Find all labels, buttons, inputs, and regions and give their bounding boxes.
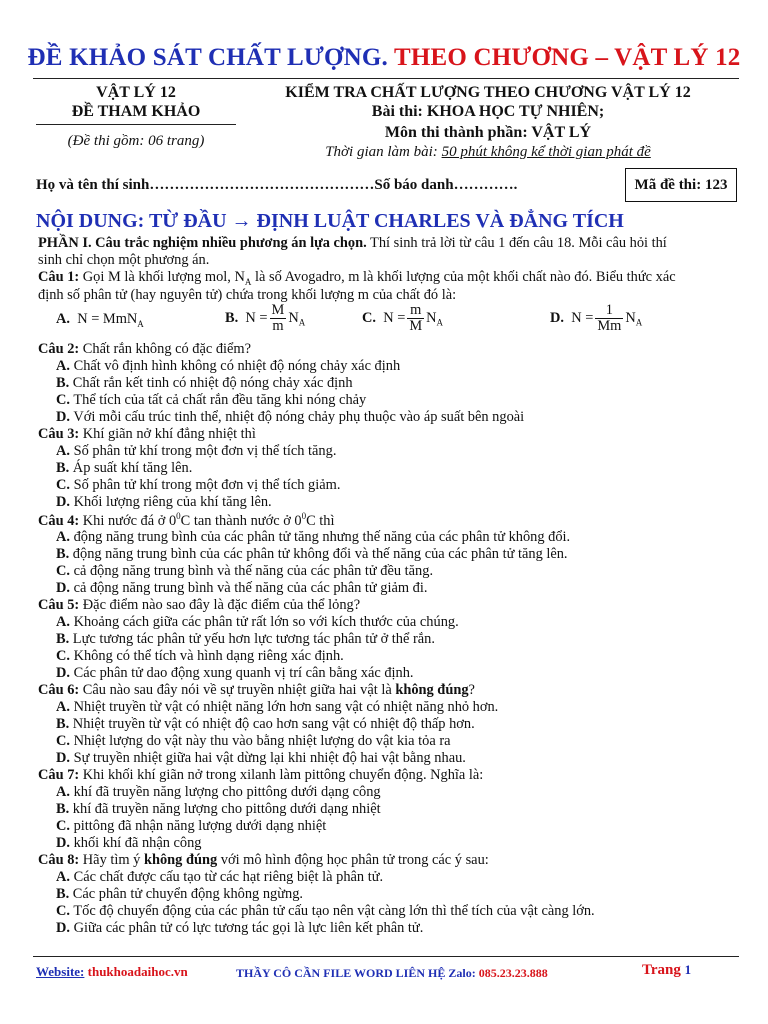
q1-c-fraction: [407, 303, 424, 334]
q7-stem: [38, 767, 483, 784]
q1-d-label: D.: [550, 309, 564, 326]
q8-stem: [38, 852, 489, 869]
q5-a-text: Khoảng cách giữa các phân tử rất lớn so với kích thước của chúng.: [70, 614, 459, 630]
footer-page-num: 1: [684, 962, 692, 977]
q1-label: Câu 1:: [38, 269, 80, 285]
q6-option-a: [56, 699, 498, 716]
q1-b-label: B.: [225, 309, 239, 326]
q7-option-c: [56, 818, 326, 835]
q4-sup2: 0: [301, 511, 307, 521]
q8-a-text: Các chất được cấu tạo từ các hạt riêng biệt là phân tử.: [70, 869, 384, 885]
banner-rule: [33, 78, 739, 79]
q1-a-label: A.: [56, 311, 70, 327]
q5-d-text: Các phân tử dao động xung quanh vị trí cân bằng xác định.: [70, 665, 414, 681]
q8-option-a: [56, 869, 383, 886]
q1-c-lhs: N =: [383, 309, 406, 326]
q1-a-sub: A: [137, 318, 144, 329]
time-prefix: Thời gian làm bài:: [325, 144, 442, 160]
q1-c-sub: A: [436, 317, 444, 328]
q4-stem-b: C tan thành nước ở 0: [180, 512, 302, 529]
q3-option-c: [56, 477, 340, 494]
q5-b-label: B.: [56, 631, 70, 647]
q2-stem-text: Chất rắn không có đặc điểm?: [79, 341, 252, 357]
q2-a-label: A.: [56, 358, 70, 374]
q8-c-label: C.: [56, 903, 70, 919]
q2-label: Câu 2:: [38, 341, 80, 357]
q3-d-label: D.: [56, 494, 70, 510]
q2-stem: [38, 341, 251, 358]
q3-a-text: Số phân tử khí trong một đơn vị thể tích tăng.: [70, 443, 337, 459]
q1-d-lhs: N =: [571, 309, 594, 326]
q1-option-a: [56, 311, 144, 329]
q5-c-text: Không có thể tích và hình dạng riêng xác định.: [70, 648, 344, 664]
q3-b-label: B.: [56, 460, 70, 476]
q7-c-text: pittông đã nhận năng lượng dưới dạng nhiệt: [70, 818, 327, 834]
section-title: NỘI DUNG: TỪ ĐẦU → ĐỊNH LUẬT CHARLES VÀ ĐẲNG TÍCH: [36, 210, 624, 232]
q7-c-label: C.: [56, 818, 70, 834]
q4-stem-c: C thì: [306, 512, 335, 529]
part1-label: PHẦN I. Câu trắc nghiệm nhiều phương án lựa chọn.: [38, 235, 367, 251]
q3-option-d: [56, 494, 272, 511]
q5-option-d: [56, 665, 414, 682]
q6-option-b: [56, 716, 475, 733]
q1-option-d: [550, 303, 642, 334]
right-header-line3: Môn thi thành phần: VẬT LÝ: [384, 124, 592, 141]
footer-website-label: Website:: [36, 964, 85, 979]
q6-stem-bold: không đúng: [395, 682, 469, 698]
q6-stem: [38, 682, 475, 699]
q7-b-label: B.: [56, 801, 70, 817]
q4-a-text: động năng trung bình của các phân tử tăng nhưng thế năng của các phân tử không đổi.: [70, 529, 571, 545]
q2-option-c: [56, 392, 366, 409]
right-header-line2: Bài thi: KHOA HỌC TỰ NHIÊN;: [371, 103, 605, 120]
q1-d-num: 1: [595, 303, 623, 319]
part1-text1: Thí sinh trả lời từ câu 1 đến câu 18. Mỗi câu hỏi thí: [366, 235, 667, 251]
q6-b-label: B.: [56, 716, 70, 732]
q8-option-d: [56, 920, 423, 937]
q7-option-a: [56, 784, 381, 801]
q2-b-label: B.: [56, 375, 70, 391]
q5-option-a: [56, 614, 459, 631]
footer-zalo: 085.23.23.888: [478, 966, 548, 980]
q6-stem-text: Câu nào sau đây nói về sự truyền nhiệt giữa hai vật là: [79, 682, 396, 698]
q1-b-den: m: [272, 318, 284, 334]
q2-b-text: Chất rắn kết tinh có nhiệt độ nóng chảy xác định: [69, 375, 353, 391]
footer-page-label: Trang: [642, 962, 681, 978]
q3-stem-text: Khí giãn nở khí đẳng nhiệt thì: [79, 426, 256, 442]
q1-option-b: [225, 303, 305, 334]
q3-b-text: Áp suất khí tăng lên.: [69, 460, 193, 476]
q2-c-label: C.: [56, 392, 70, 408]
part1-line2: sinh chỉ chọn một phương án.: [38, 252, 210, 268]
q4-b-label: B.: [56, 546, 70, 562]
q7-d-label: D.: [56, 835, 70, 851]
q8-c-text: Tốc độ chuyển động của các phân tử cấu tạo nên vật càng lớn thì thể tích của vật càng lớn.: [70, 903, 595, 919]
q8-a-label: A.: [56, 869, 70, 885]
right-header-time: [258, 144, 718, 161]
q1-b-fraction: [270, 303, 287, 334]
q4-c-label: C.: [56, 563, 70, 579]
footer-website-link[interactable]: thukhoadaihoc.vn: [87, 964, 188, 979]
q1-sub-a: A: [244, 276, 252, 287]
q6-option-d: [56, 750, 466, 767]
q4-option-b: [56, 546, 568, 563]
q1-line1: [38, 269, 676, 287]
q2-c-text: Thể tích của tất cả chất rắn đều tăng khi nóng chảy: [70, 392, 367, 408]
q4-option-c: [56, 563, 433, 580]
q2-a-text: Chất vô định hình không có nhiệt độ nóng chảy xác định: [70, 358, 401, 374]
q6-d-text: Sự truyền nhiệt giữa hai vật dừng lại khi nhiệt độ hai vật bằng nhau.: [70, 750, 466, 766]
q4-stem: [38, 511, 334, 530]
left-header-line2: ĐỀ THAM KHẢO: [71, 103, 201, 120]
q1-text1b: là số Avogadro, m là khối lượng của một khối chất nào đó. Biểu thức xác: [251, 269, 676, 285]
q7-option-d: [56, 835, 202, 852]
footer-rule: [33, 956, 739, 957]
q1-d-rhs: N: [625, 309, 636, 326]
q3-option-a: [56, 443, 336, 460]
q5-c-label: C.: [56, 648, 70, 664]
q4-label: Câu 4:: [38, 512, 80, 529]
q4-option-a: [56, 529, 570, 546]
q4-option-d: [56, 580, 427, 597]
q1-d-sub: A: [635, 317, 643, 328]
q4-b-text: động năng trung bình của các phân tử không đổi và thế năng của các phân tử tăng lên.: [69, 546, 568, 562]
q4-a-label: A.: [56, 529, 70, 545]
q8-d-label: D.: [56, 920, 70, 936]
q1-a-expr: N = MmN: [77, 311, 138, 327]
q8-stem-bold: không đúng: [143, 852, 218, 868]
q4-stem-a: Khi nước đá ở 0: [79, 512, 177, 529]
q1-text1: Gọi M là khối lượng mol, N: [79, 269, 245, 285]
q7-a-text: khí đã truyền năng lượng cho pittông dưới dạng công: [70, 784, 381, 800]
q5-b-text: Lực tương tác phân tử yếu hơn lực tương tác phân tử ở thể rắn.: [69, 631, 435, 647]
q5-option-b: [56, 631, 435, 648]
q1-line2: định số phân tử (hay nguyên tử) chứa trong khối lượng m của chất đó là:: [38, 287, 457, 303]
q6-c-text: Nhiệt lượng do vật này thu vào bằng nhiệt lượng do vật kia tỏa ra: [70, 733, 451, 749]
q5-stem-text: Đặc điểm nào sao đây là đặc điểm của thể lỏng?: [79, 597, 361, 613]
footer-page: [642, 962, 691, 979]
q1-b-rhs: N: [288, 309, 299, 326]
q1-d-den: Mm: [597, 318, 622, 334]
q2-option-a: [56, 358, 400, 375]
right-header-line1: KIỂM TRA CHẤT LƯỢNG THEO CHƯƠNG VẬT LÝ 12: [285, 84, 691, 101]
left-header-line1: VẬT LÝ 12: [96, 84, 176, 101]
q7-option-b: [56, 801, 381, 818]
q3-label: Câu 3:: [38, 426, 80, 442]
q6-b-text: Nhiệt truyền từ vật có nhiệt độ cao hơn sang vật có nhiệt độ thấp hơn.: [69, 716, 475, 732]
q3-stem: [38, 426, 256, 443]
q1-c-label: C.: [362, 309, 376, 326]
banner-part1: ĐỀ KHẢO SÁT CHẤT LƯỢNG.: [27, 44, 388, 71]
q6-d-label: D.: [56, 750, 70, 766]
q6-a-text: Nhiệt truyền từ vật có nhiệt năng lớn hơn sang vật có nhiệt năng nhỏ hơn.: [70, 699, 499, 715]
q2-d-text: Với mỗi cấu trúc tinh thể, nhiệt độ nóng chảy phụ thuộc vào áp suất bên ngoài: [70, 409, 525, 425]
footer-contact: [236, 966, 548, 981]
q4-d-text: cả động năng trung bình và thế năng của các phân tử giảm đi.: [70, 580, 428, 596]
q7-d-text: khối khí đã nhận công: [70, 835, 202, 851]
q2-option-b: [56, 375, 353, 392]
q8-label: Câu 8:: [38, 852, 80, 868]
q8-option-c: [56, 903, 595, 920]
footer-contact-text: THẦY CÔ CẦN FILE WORD LIÊN HỆ Zalo:: [236, 966, 476, 980]
q1-c-num: m: [407, 303, 424, 319]
q1-option-c: [362, 303, 443, 334]
q6-option-c: [56, 733, 451, 750]
q7-label: Câu 7:: [38, 767, 80, 783]
q7-stem-text: Khi khối khí giãn nở trong xilanh làm pittông chuyển động. Nghĩa là:: [79, 767, 484, 783]
q1-b-lhs: N =: [245, 309, 268, 326]
q1-c-den: M: [409, 318, 423, 334]
q8-option-b: [56, 886, 303, 903]
q6-c-label: C.: [56, 733, 70, 749]
q1-d-fraction: [595, 303, 623, 334]
q4-c-text: cả động năng trung bình và thế năng của các phân tử đều tăng.: [70, 563, 434, 579]
q8-stem-text: Hãy tìm ý: [79, 852, 144, 868]
q3-a-label: A.: [56, 443, 70, 459]
q6-a-label: A.: [56, 699, 70, 715]
q8-d-text: Giữa các phân tử có lực tương tác gọi là lực liên kết phân tử.: [70, 920, 424, 936]
exam-code-box: Mã đề thi: 123: [625, 168, 737, 202]
footer-website: [36, 964, 188, 980]
q4-d-label: D.: [56, 580, 70, 596]
q5-label: Câu 5:: [38, 597, 80, 613]
q5-stem: [38, 597, 360, 614]
q2-d-label: D.: [56, 409, 70, 425]
q3-c-label: C.: [56, 477, 70, 493]
q2-option-d: [56, 409, 524, 426]
q1-c-rhs: N: [426, 309, 437, 326]
q6-label: Câu 6:: [38, 682, 80, 698]
banner-title: [0, 44, 768, 72]
q6-stem-end: ?: [468, 682, 475, 698]
part1-line1: [38, 235, 667, 252]
q8-b-text: Các phân tử chuyển động không ngừng.: [69, 886, 304, 902]
q5-a-label: A.: [56, 614, 70, 630]
q1-b-sub: A: [298, 317, 306, 328]
left-header-pages: (Đề thi gồm: 06 trang): [67, 133, 205, 149]
q8-stem-end: với mô hình động học phân tử trong các ý sau:: [217, 852, 489, 868]
q3-option-b: [56, 460, 192, 477]
banner-part2: THEO CHƯƠNG – VẬT LÝ 12: [393, 44, 741, 71]
q8-b-label: B.: [56, 886, 70, 902]
q7-a-label: A.: [56, 784, 70, 800]
time-value: 50 phút không kể thời gian phát đề: [441, 144, 651, 160]
q5-option-c: [56, 648, 344, 665]
q3-d-text: Khối lượng riêng của khí tăng lên.: [70, 494, 272, 510]
candidate-line: Họ và tên thí sinh………………………………………Số báo danh………….: [36, 177, 518, 193]
q1-b-num: M: [271, 302, 285, 318]
left-header-rule: [36, 124, 236, 125]
q7-b-text: khí đã truyền năng lượng cho pittông dưới dạng nhiệt: [69, 801, 381, 817]
q3-c-text: Số phân tử khí trong một đơn vị thể tích giảm.: [70, 477, 341, 493]
q5-d-label: D.: [56, 665, 70, 681]
q4-sup1: 0: [176, 511, 181, 521]
